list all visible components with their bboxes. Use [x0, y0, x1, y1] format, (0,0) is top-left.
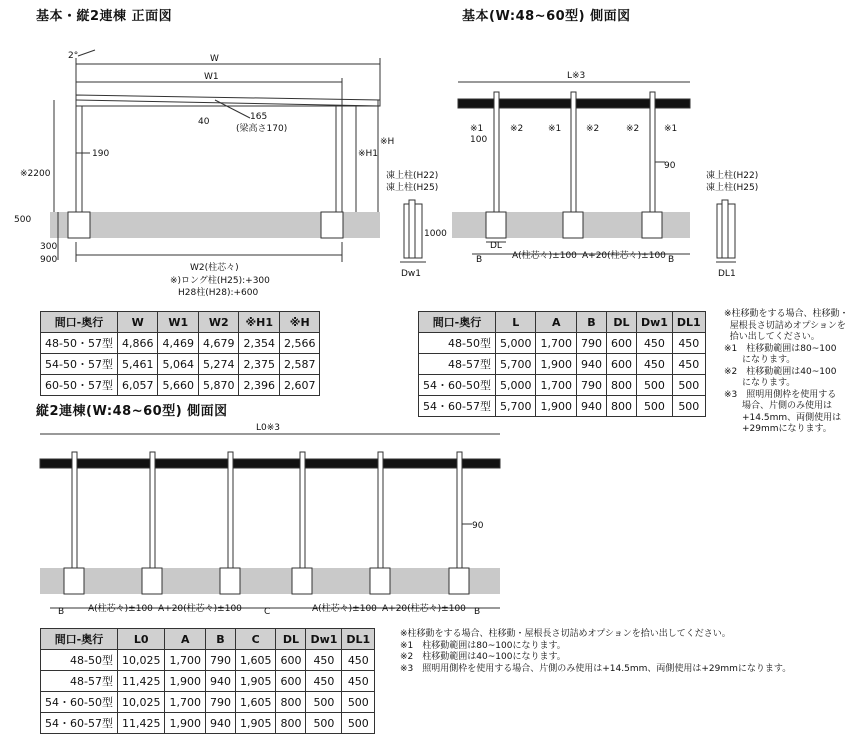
table-cell: 800: [606, 396, 636, 417]
front-dim-40: 40: [198, 117, 210, 127]
double-spec-table: [40, 628, 375, 734]
table-cell: 500: [672, 375, 705, 396]
table-row: [41, 333, 320, 354]
side-dim-b-right: B: [668, 255, 675, 265]
table-cell: 450: [306, 671, 342, 692]
double-table-header: 間口-奥行: [41, 629, 118, 650]
side-table-header: DL1: [672, 312, 705, 333]
side-table-header: DL: [606, 312, 636, 333]
table-cell: 48-50・57型: [41, 333, 118, 354]
table-row: [41, 650, 375, 671]
table-cell: 1,905: [235, 671, 276, 692]
front-dim-dw1: Dw1: [401, 269, 422, 279]
table-cell: 48-50型: [41, 650, 118, 671]
table-cell: 500: [306, 692, 342, 713]
table-cell: 1,700: [536, 375, 577, 396]
table-cell: 2,587: [279, 354, 320, 375]
notes-right: ※柱移動をする場合、柱移動・ 屋根長さ切詰めオプションを 拾い出してください。 ※1 柱移動範囲は80~100 になります。 ※2 柱移動範囲は40~100 になります。 ※3 照明用側枠を使用する 場合、片側のみ使用は +14.5mm、両側使用は +29mmになります。: [724, 309, 849, 434]
table-cell: 10,025: [117, 692, 165, 713]
table-cell: 600: [276, 671, 306, 692]
side-view-double-title: 縦2連棟(W:48~60型) 側面図: [36, 404, 228, 419]
front-table-header: W2: [198, 312, 239, 333]
table-cell: 800: [606, 375, 636, 396]
table-cell: 500: [672, 396, 705, 417]
side-note-m1-right: ※1: [664, 124, 678, 134]
double-dim-l0: L0※3: [256, 423, 281, 433]
table-cell: 5,660: [158, 375, 199, 396]
double-dim-90: 90: [472, 521, 484, 531]
notes-bottom: ※柱移動をする場合、柱移動・屋根長さ切詰めオプションを拾い出してください。 ※1 柱移動範囲は80~100になります。 ※2 柱移動範囲は40~100になります。 ※3 照明用側枠を使用する場合、片側のみ使用は+14.5mm、両側使用は+29mmになります。: [400, 629, 792, 674]
side-note-m2-mid: ※2: [586, 124, 600, 134]
side-dim-b-left: B: [476, 255, 483, 265]
side-snow-h22: 凍上柱(H22): [706, 171, 759, 181]
table-cell: 500: [636, 396, 672, 417]
double-dim-a20-left: A+20(柱芯々)±100: [158, 604, 242, 614]
front-dim-165: 165: [250, 112, 268, 122]
table-cell: 450: [342, 650, 375, 671]
side-dim-dl: DL: [490, 241, 502, 251]
side-note-m1-left: ※1: [470, 124, 484, 134]
table-cell: 600: [276, 650, 306, 671]
table-cell: 940: [576, 396, 606, 417]
table-cell: 5,700: [495, 354, 536, 375]
table-cell: 10,025: [117, 650, 165, 671]
table-cell: 790: [576, 333, 606, 354]
table-cell: 790: [576, 375, 606, 396]
table-cell: 54・60-57型: [41, 713, 118, 734]
front-dim-1000: 1000: [424, 229, 447, 239]
table-cell: 48-50型: [419, 333, 496, 354]
table-row: [41, 692, 375, 713]
double-dim-a-right: A(柱芯々)±100: [312, 604, 377, 614]
table-cell: 790: [205, 650, 235, 671]
table-cell: 940: [576, 354, 606, 375]
front-dim-190: 190: [92, 149, 110, 159]
side-dim-90: 90: [664, 161, 676, 171]
table-cell: 60-50・57型: [41, 375, 118, 396]
table-cell: 450: [342, 671, 375, 692]
front-note-long: ※)ロング柱(H25):+300: [170, 276, 270, 286]
table-row: [41, 713, 375, 734]
table-cell: 1,605: [235, 650, 276, 671]
front-slope-label: 2°: [68, 51, 79, 61]
front-dim-w: W: [210, 54, 219, 64]
double-dim-a-left: A(柱芯々)±100: [88, 604, 153, 614]
side-spec-table: [418, 311, 706, 417]
side-view-basic-title: 基本(W:48~60型) 側面図: [462, 9, 631, 24]
table-cell: 450: [672, 354, 705, 375]
front-dim-w1: W1: [204, 72, 219, 82]
double-table-header: Dw1: [306, 629, 342, 650]
side-table-header: A: [536, 312, 577, 333]
table-cell: 1,605: [235, 692, 276, 713]
double-table-header: A: [165, 629, 206, 650]
table-cell: 800: [276, 713, 306, 734]
front-spec-table: [40, 311, 320, 396]
table-cell: 48-57型: [41, 671, 118, 692]
front-snow-h22: 凍上柱(H22): [386, 171, 439, 181]
table-cell: 54・60-50型: [419, 375, 496, 396]
table-cell: 450: [672, 333, 705, 354]
table-cell: 800: [276, 692, 306, 713]
table-cell: 500: [342, 692, 375, 713]
side-snow-h25: 凍上柱(H25): [706, 183, 759, 193]
double-dim-c: C: [264, 607, 271, 617]
front-dim-h: ※H: [380, 137, 395, 147]
side-table-header: L: [495, 312, 536, 333]
double-dim-b-left: B: [58, 607, 65, 617]
table-cell: 54・60-50型: [41, 692, 118, 713]
table-cell: 450: [636, 333, 672, 354]
table-cell: 2,607: [279, 375, 320, 396]
table-cell: 2,375: [239, 354, 280, 375]
table-cell: 48-57型: [419, 354, 496, 375]
table-cell: 5,461: [117, 354, 158, 375]
table-cell: 5,700: [495, 396, 536, 417]
table-cell: 940: [205, 671, 235, 692]
table-cell: 600: [606, 333, 636, 354]
table-cell: 11,425: [117, 713, 165, 734]
table-cell: 11,425: [117, 671, 165, 692]
double-table-header: C: [235, 629, 276, 650]
front-table-header: ※H: [279, 312, 320, 333]
front-view-title: 基本・縦2連棟 正面図: [36, 9, 173, 24]
double-dim-b-right: B: [474, 607, 481, 617]
table-cell: 940: [205, 713, 235, 734]
double-table-header: B: [205, 629, 235, 650]
front-table-header: W1: [158, 312, 199, 333]
table-cell: 1,905: [235, 713, 276, 734]
table-cell: 1,900: [165, 671, 206, 692]
table-cell: 500: [342, 713, 375, 734]
table-cell: 54-50・57型: [41, 354, 118, 375]
table-cell: 450: [636, 354, 672, 375]
table-cell: 2,354: [239, 333, 280, 354]
side-dim-l: L※3: [567, 71, 586, 81]
table-cell: 5,000: [495, 375, 536, 396]
table-cell: 600: [606, 354, 636, 375]
table-cell: 500: [636, 375, 672, 396]
front-dim-300: 300: [40, 242, 58, 252]
side-note-m2-left: ※2: [510, 124, 524, 134]
table-row: [41, 671, 375, 692]
table-cell: 5,870: [198, 375, 239, 396]
front-snow-h25: 凍上柱(H25): [386, 183, 439, 193]
double-dim-a20-right: A+20(柱芯々)±100: [382, 604, 466, 614]
table-row: [419, 396, 706, 417]
table-cell: 54・60-57型: [419, 396, 496, 417]
table-cell: 5,274: [198, 354, 239, 375]
table-cell: 1,700: [536, 333, 577, 354]
table-cell: 6,057: [117, 375, 158, 396]
table-cell: 4,469: [158, 333, 199, 354]
side-table-header: 間口-奥行: [419, 312, 496, 333]
double-table-header: L0: [117, 629, 165, 650]
table-cell: 790: [205, 692, 235, 713]
table-cell: 500: [306, 713, 342, 734]
table-cell: 2,566: [279, 333, 320, 354]
front-table-header: 間口-奥行: [41, 312, 118, 333]
side-note-m1-mid: ※1: [548, 124, 562, 134]
side-note-m2-right: ※2: [626, 124, 640, 134]
table-cell: 1,700: [165, 650, 206, 671]
front-table-header: ※H1: [239, 312, 280, 333]
front-dim-h2200: ※2200: [20, 169, 51, 179]
front-dim-500: 500: [14, 215, 32, 225]
front-dim-gutter: (梁高さ170): [236, 124, 288, 134]
table-row: [41, 375, 320, 396]
table-row: [419, 375, 706, 396]
table-row: [419, 333, 706, 354]
table-cell: 1,900: [536, 396, 577, 417]
front-table-header: W: [117, 312, 158, 333]
table-cell: 5,064: [158, 354, 199, 375]
table-cell: 1,700: [165, 692, 206, 713]
side-table-header: B: [576, 312, 606, 333]
double-table-header: DL1: [342, 629, 375, 650]
table-cell: 4,866: [117, 333, 158, 354]
side-dim-dl1: DL1: [718, 269, 736, 279]
table-cell: 5,000: [495, 333, 536, 354]
table-cell: 1,900: [536, 354, 577, 375]
front-note-h28: H28柱(H28):+600: [178, 288, 259, 298]
side-table-header: Dw1: [636, 312, 672, 333]
table-cell: 450: [306, 650, 342, 671]
table-row: [41, 354, 320, 375]
side-dim-a: A(柱芯々)±100: [512, 251, 577, 261]
front-dim-h1: ※H1: [358, 149, 379, 159]
table-cell: 1,900: [165, 713, 206, 734]
side-note-v100-left: 100: [470, 135, 488, 145]
table-cell: 4,679: [198, 333, 239, 354]
table-row: [419, 354, 706, 375]
front-dim-900: 900: [40, 255, 58, 265]
table-cell: 2,396: [239, 375, 280, 396]
side-dim-a20: A+20(柱芯々)±100: [582, 251, 666, 261]
front-dim-w2: W2(柱芯々): [190, 263, 239, 273]
double-table-header: DL: [276, 629, 306, 650]
